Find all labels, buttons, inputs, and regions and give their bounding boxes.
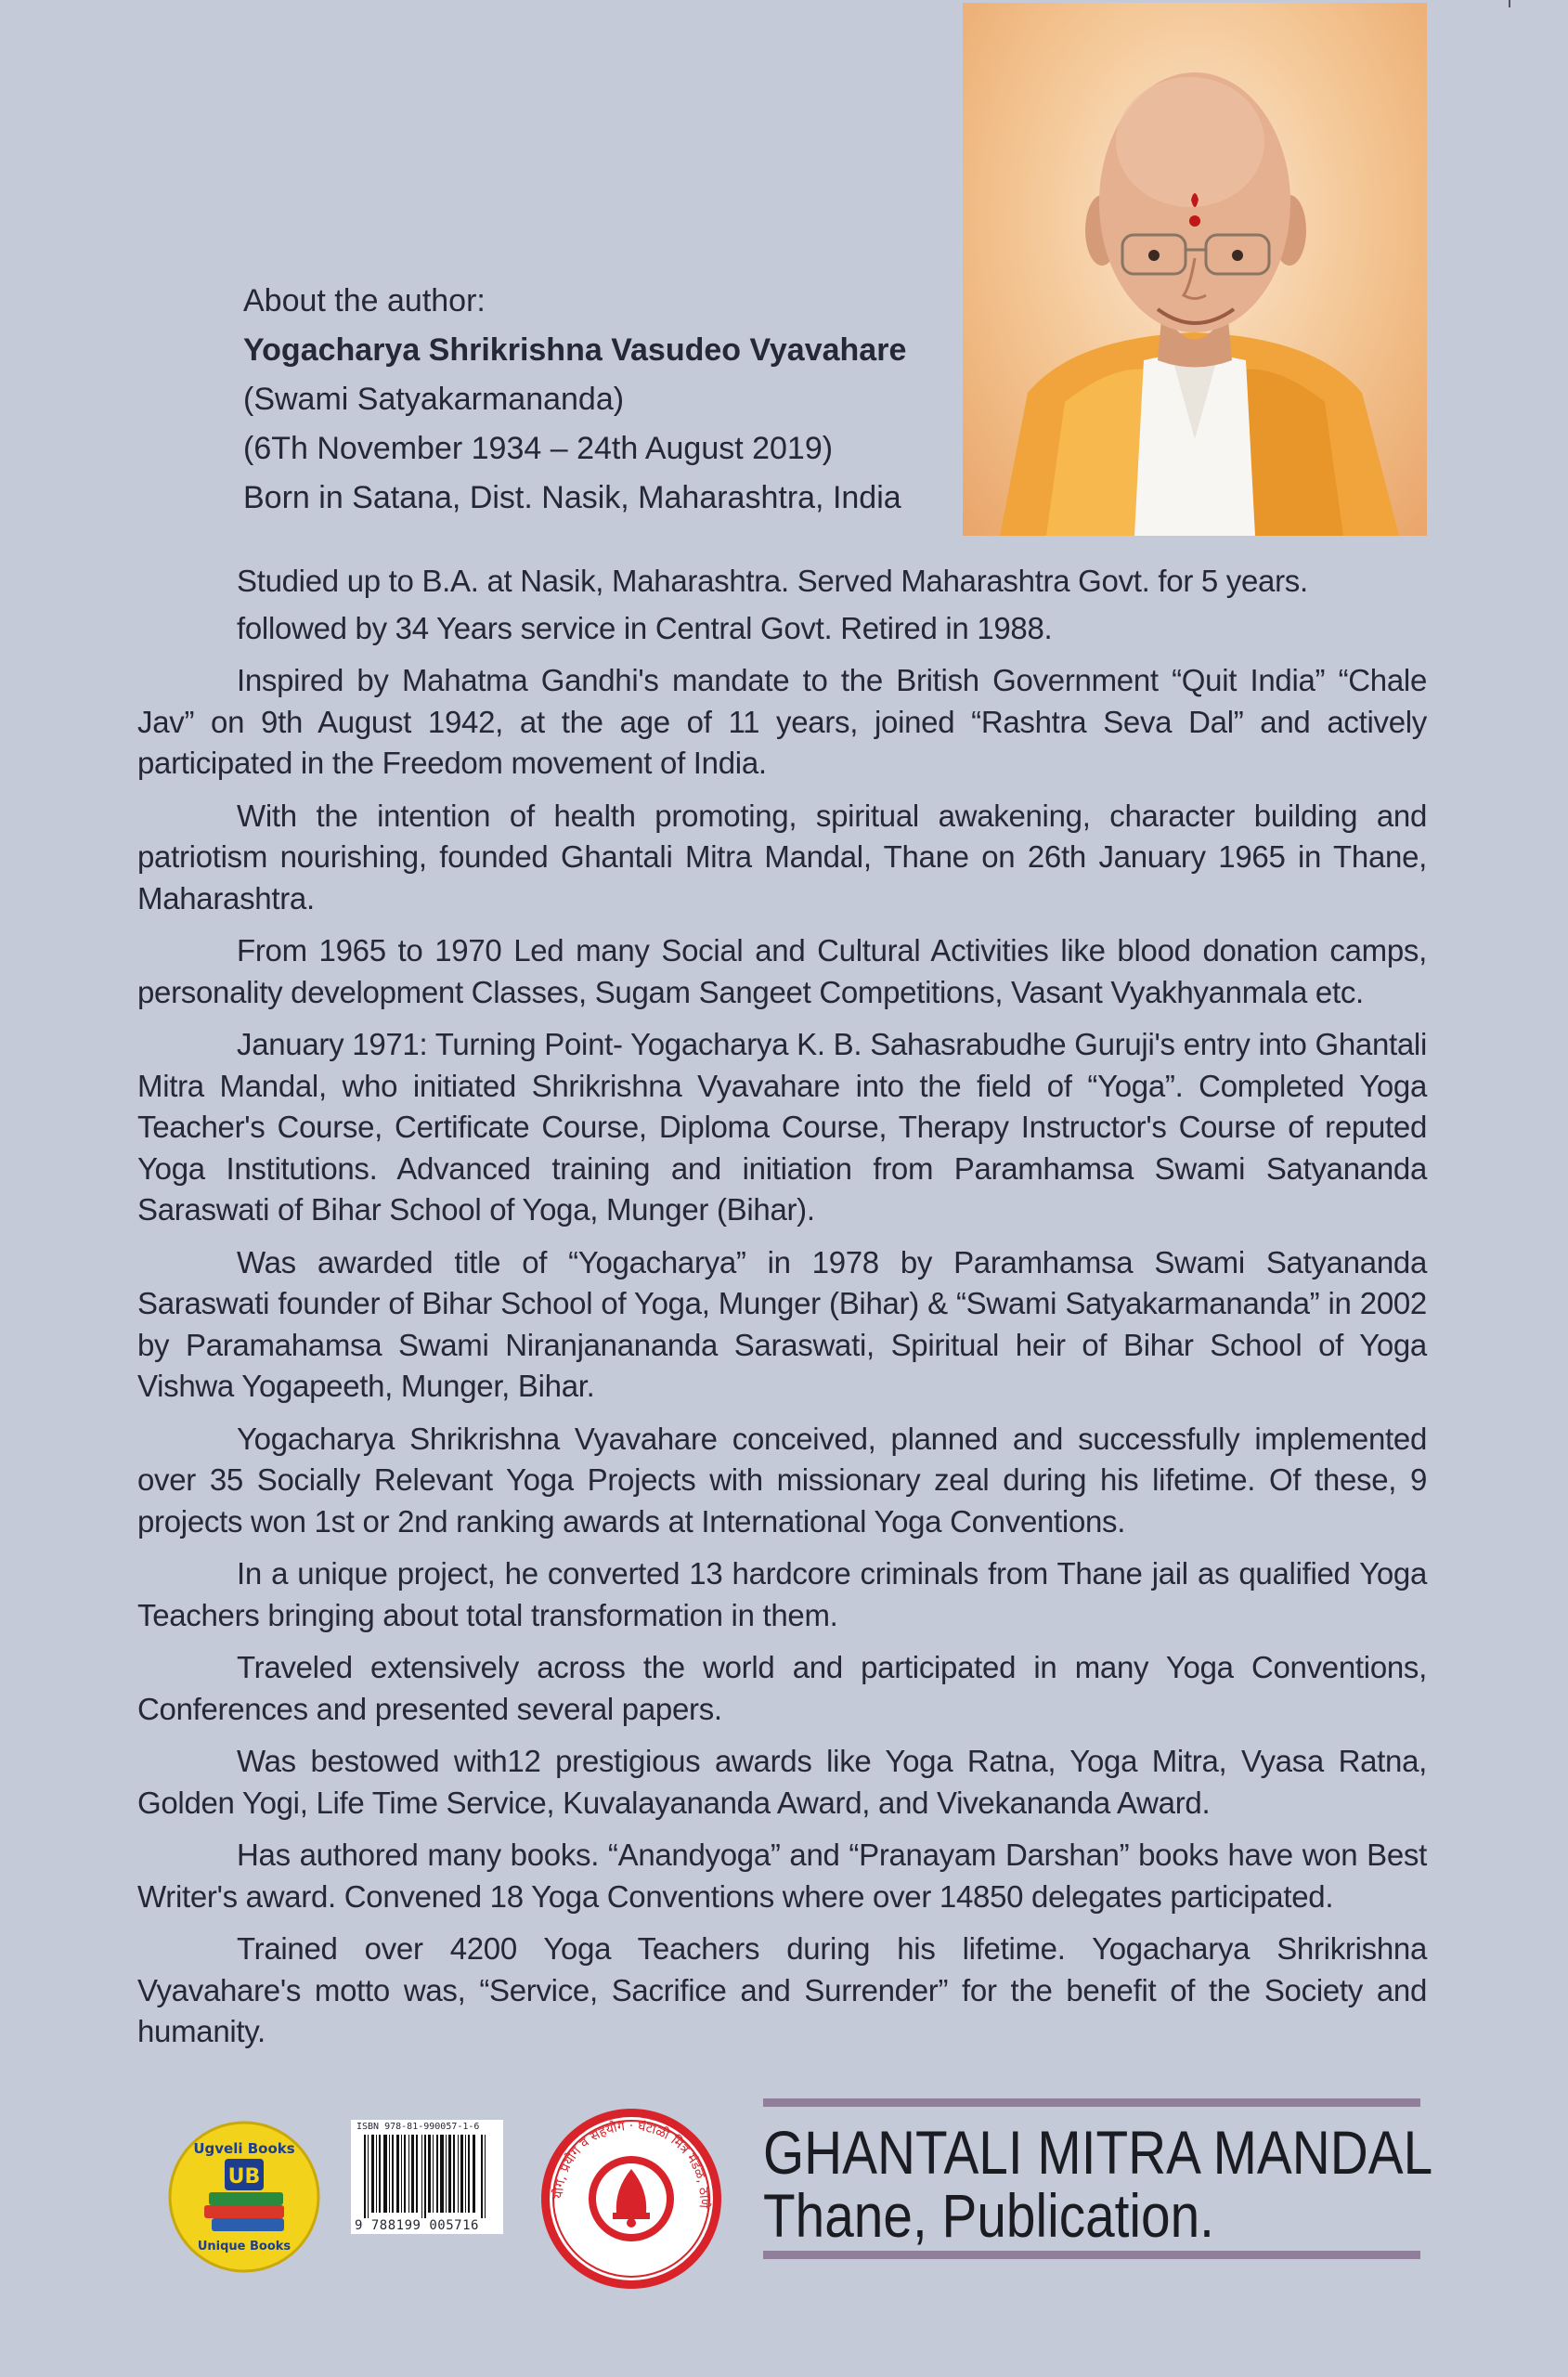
author-alias: (Swami Satyakarmananda) — [243, 382, 625, 417]
author-info — [243, 277, 906, 523]
bio-paragraph: followed by 34 Years service in Central Govt. Retired in 1988. — [237, 610, 1053, 645]
unique-books-monogram: UB — [227, 2165, 261, 2189]
bio-paragraph: Was bestowed with12 prestigious awards like Yoga Ratna, Yoga Mitra, Vyasa Ratna, Golden Yogi, Life Time Service, Kuvalayananda Award, and Vivekananda Award. — [137, 1744, 1427, 1820]
bio-paragraph: January 1971: Turning Point- Yogacharya K. B. Sahasrabudhe Guruji's entry into Ghantali Mitra Mandal, who initiated Shrikrishna Vyavahare into the field of “Yoga”. Completed Yoga Teacher's Course, Certificate Course, Diploma Course, Therapy Instructor's Course of reputed Yoga Institutions. Advanced training and initiation from Paramhamsa Swami Satyananda Saraswati of Bihar School of Yoga, Munger (Bihar). — [137, 1027, 1427, 1227]
bio-paragraph: From 1965 to 1970 Led many Social and Cultural Activities like blood donation camps, personality development Classes, Sugam Sangeet Competitions, Vasant Vyakhyanmala etc. — [137, 933, 1427, 1009]
bio-paragraph: With the intention of health promoting, spiritual awakening, character building and patriotism nourishing, founded Ghantali Mitra Mandal, Thane on 26th January 1965 in Thane, Maharashtra. — [137, 798, 1427, 916]
author-birthplace: Born in Satana, Dist. Nasik, Maharashtra, India — [243, 480, 901, 515]
bio-paragraph: Inspired by Mahatma Gandhi's mandate to the British Government “Quit India” “Chale Jav” on 9th August 1942, at the age of 11 years, joined “Rashtra Seva Dal” and actively participated in the Freedom movement of India. — [137, 663, 1427, 780]
unique-books-text: Unique Books — [197, 2240, 292, 2254]
bio-paragraph: Traveled extensively across the world and participated in many Yoga Conventions, Conferences and presented several papers. — [137, 1650, 1427, 1726]
isbn-barcode — [351, 2120, 503, 2234]
bio-paragraph: Studied up to B.A. at Nasik, Maharashtra. Served Maharashtra Govt. for 5 years. — [237, 564, 1308, 598]
isbn-label: ISBN 978-81-990057-1-6 — [356, 2122, 480, 2132]
seal-text: योग, प्रयोग व सहयोग · घंटाळी मित्र मंडळ, ठाणे — [551, 2118, 712, 2209]
publisher-block — [763, 2098, 1433, 2258]
bio-paragraph: Yogacharya Shrikrishna Vyavahare conceived, planned and successfully implemented over 35 Socially Relevant Yoga Projects with missionary zeal during his lifetime. Of these, 9 projects won 1st or 2nd ranking awards at International Yoga Conventions. — [137, 1421, 1427, 1539]
author-name: Yogacharya Shrikrishna Vasudeo Vyavahare — [243, 332, 907, 368]
unique-books-top: Ugveli Books — [193, 2140, 295, 2157]
ghantali-seal-logo — [538, 2106, 724, 2292]
biography — [137, 561, 1427, 2064]
publisher-top-rule — [763, 2098, 1420, 2107]
author-photo — [963, 3, 1427, 536]
about-heading: About the author: — [243, 283, 486, 318]
unique-books-logo — [167, 2120, 321, 2274]
author-dates: (6Th November 1934 – 24th August 2019) — [243, 431, 834, 466]
bio-paragraph: Trained over 4200 Yoga Teachers during his lifetime. Yogacharya Shrikrishna Vyavahare's motto was, “Service, Sacrifice and Surrender” for the benefit of the Society and humanity. — [137, 1931, 1427, 2048]
publisher-bottom-rule — [763, 2251, 1420, 2259]
publisher-name: GHANTALI MITRA MANDAL — [763, 2118, 1433, 2187]
bio-paragraph: In a unique project, he converted 13 hardcore criminals from Thane jail as qualified Yoga Teachers bringing about total transformation in them. — [137, 1556, 1427, 1632]
crop-mark — [1509, 0, 1510, 7]
barcode-number: 9 788199 005716 — [355, 2218, 479, 2233]
publisher-place: Thane, Publication. — [763, 2181, 1214, 2250]
bio-paragraph: Was awarded title of “Yogacharya” in 1978 by Paramhamsa Swami Satyananda Saraswati founder of Bihar School of Yoga, Munger (Bihar) & “Swami Satyakarmananda” in 2002 by Paramahamsa Swami Niranjanananda Saraswati, Spiritual heir of Bihar School of Yoga Vishwa Yogapeeth, Munger, Bihar. — [137, 1244, 1427, 1403]
bio-paragraph: Has authored many books. “Anandyoga” and “Pranayam Darshan” books have won Best Writer's award. Convened 18 Yoga Conventions where over 14850 delegates participated. — [137, 1838, 1427, 1914]
